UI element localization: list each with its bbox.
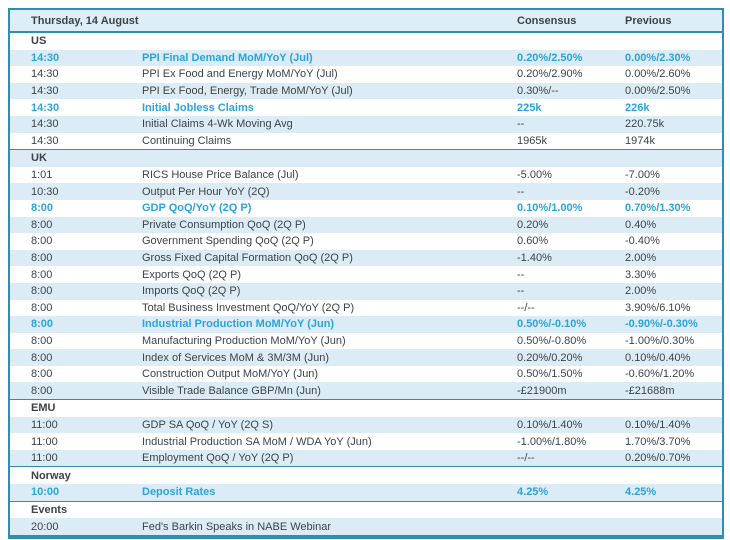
event-name: Initial Claims 4-Wk Moving Avg [142, 116, 517, 133]
previous-value [625, 518, 723, 537]
event-row [9, 250, 723, 267]
consensus-value: 0.10%/1.40% [517, 417, 625, 434]
previous-value: 1974k [625, 133, 723, 150]
event-time: 14:30 [9, 99, 142, 116]
event-time: 8:00 [9, 266, 142, 283]
previous-value: 3.90%/6.10% [625, 300, 723, 317]
previous-value: 0.40% [625, 217, 723, 234]
event-row [9, 366, 723, 383]
consensus-value: -- [517, 283, 625, 300]
previous-value: -7.00% [625, 167, 723, 184]
event-row [9, 333, 723, 350]
previous-value: -0.90%/-0.30% [625, 316, 723, 333]
section-row-emu [9, 400, 723, 417]
event-time: 11:00 [9, 433, 142, 450]
event-time: 8:00 [9, 283, 142, 300]
previous-value: 0.00%/2.30% [625, 50, 723, 67]
consensus-value: -- [517, 183, 625, 200]
consensus-value: 0.20% [517, 217, 625, 234]
event-name: Fed's Barkin Speaks in NABE Webinar [142, 518, 517, 537]
event-name: Output Per Hour YoY (2Q) [142, 183, 517, 200]
previous-column-header: Previous [625, 9, 723, 32]
economic-calendar-table [8, 8, 724, 539]
section-row-uk [9, 150, 723, 167]
event-time: 8:00 [9, 300, 142, 317]
event-name: Manufacturing Production MoM/YoY (Jun) [142, 333, 517, 350]
consensus-value: 225k [517, 99, 625, 116]
previous-value: -0.20% [625, 183, 723, 200]
previous-value: 0.10%/0.40% [625, 349, 723, 366]
section-row-us [9, 32, 723, 50]
consensus-value: 0.60% [517, 233, 625, 250]
consensus-value: -- [517, 266, 625, 283]
event-name: Private Consumption QoQ (2Q P) [142, 217, 517, 234]
event-row [9, 283, 723, 300]
event-row [9, 484, 723, 501]
consensus-value: --/-- [517, 450, 625, 467]
previous-value: 0.10%/1.40% [625, 417, 723, 434]
event-row [9, 450, 723, 467]
previous-value: 0.00%/2.50% [625, 83, 723, 100]
event-name: Government Spending QoQ (2Q P) [142, 233, 517, 250]
event-row [9, 349, 723, 366]
consensus-value: -£21900m [517, 382, 625, 399]
previous-value: 0.20%/0.70% [625, 450, 723, 467]
previous-value: -£21688m [625, 382, 723, 399]
section-row-norway [9, 467, 723, 484]
previous-value: 2.00% [625, 283, 723, 300]
previous-value: 220.75k [625, 116, 723, 133]
event-name: GDP QoQ/YoY (2Q P) [142, 200, 517, 217]
event-row [9, 183, 723, 200]
section-label: UK [9, 150, 723, 167]
previous-value: 1.70%/3.70% [625, 433, 723, 450]
event-name: Index of Services MoM & 3M/3M (Jun) [142, 349, 517, 366]
section-label: Events [9, 501, 723, 518]
event-time: 1:01 [9, 167, 142, 184]
event-time: 8:00 [9, 366, 142, 383]
consensus-value: 0.20%/2.90% [517, 66, 625, 83]
event-row [9, 50, 723, 67]
event-name: Exports QoQ (2Q P) [142, 266, 517, 283]
consensus-value: 0.50%/-0.80% [517, 333, 625, 350]
event-time: 8:00 [9, 333, 142, 350]
event-time: 14:30 [9, 50, 142, 67]
event-name: GDP SA QoQ / YoY (2Q S) [142, 417, 517, 434]
event-row [9, 83, 723, 100]
previous-value: -0.40% [625, 233, 723, 250]
event-name: Gross Fixed Capital Formation QoQ (2Q P) [142, 250, 517, 267]
event-time: 8:00 [9, 217, 142, 234]
event-row [9, 518, 723, 537]
event-time: 11:00 [9, 450, 142, 467]
event-time: 8:00 [9, 382, 142, 399]
previous-value: 226k [625, 99, 723, 116]
event-row [9, 66, 723, 83]
event-row [9, 167, 723, 184]
event-row [9, 433, 723, 450]
event-time: 14:30 [9, 116, 142, 133]
event-time: 8:00 [9, 250, 142, 267]
event-row [9, 116, 723, 133]
event-name: PPI Final Demand MoM/YoY (Jul) [142, 50, 517, 67]
event-time: 20:00 [9, 518, 142, 537]
event-time: 14:30 [9, 83, 142, 100]
consensus-value: -- [517, 116, 625, 133]
previous-value: 2.00% [625, 250, 723, 267]
consensus-value: 0.50%/1.50% [517, 366, 625, 383]
event-row [9, 133, 723, 150]
event-name: Employment QoQ / YoY (2Q P) [142, 450, 517, 467]
consensus-value: 4.25% [517, 484, 625, 501]
consensus-value: 0.50%/-0.10% [517, 316, 625, 333]
consensus-value: 1965k [517, 133, 625, 150]
event-name: Continuing Claims [142, 133, 517, 150]
consensus-value: 0.30%/-- [517, 83, 625, 100]
previous-value: -0.60%/1.20% [625, 366, 723, 383]
event-time: 11:00 [9, 417, 142, 434]
event-time: 10:00 [9, 484, 142, 501]
event-row [9, 417, 723, 434]
consensus-value: -1.40% [517, 250, 625, 267]
event-time: 14:30 [9, 133, 142, 150]
event-name: Initial Jobless Claims [142, 99, 517, 116]
consensus-value: --/-- [517, 300, 625, 317]
consensus-value: 0.20%/0.20% [517, 349, 625, 366]
event-time: 8:00 [9, 349, 142, 366]
previous-value: -1.00%/0.30% [625, 333, 723, 350]
previous-value: 0.00%/2.60% [625, 66, 723, 83]
section-row-events [9, 501, 723, 518]
consensus-value: -5.00% [517, 167, 625, 184]
event-row [9, 217, 723, 234]
event-name: Visible Trade Balance GBP/Mn (Jun) [142, 382, 517, 399]
event-name: Construction Output MoM/YoY (Jun) [142, 366, 517, 383]
event-name: PPI Ex Food and Energy MoM/YoY (Jul) [142, 66, 517, 83]
event-name: RICS House Price Balance (Jul) [142, 167, 517, 184]
event-name: Industrial Production MoM/YoY (Jun) [142, 316, 517, 333]
event-name: Industrial Production SA MoM / WDA YoY (Jun) [142, 433, 517, 450]
consensus-value: -1.00%/1.80% [517, 433, 625, 450]
event-name: Total Business Investment QoQ/YoY (2Q P) [142, 300, 517, 317]
event-row [9, 99, 723, 116]
date-header: Thursday, 14 August [9, 9, 517, 32]
event-time: 8:00 [9, 200, 142, 217]
event-row [9, 382, 723, 399]
event-name: PPI Ex Food, Energy, Trade MoM/YoY (Jul) [142, 83, 517, 100]
previous-value: 3.30% [625, 266, 723, 283]
consensus-column-header: Consensus [517, 9, 625, 32]
calendar-body [9, 32, 723, 537]
event-name: Deposit Rates [142, 484, 517, 501]
consensus-value: 0.20%/2.50% [517, 50, 625, 67]
event-row [9, 200, 723, 217]
event-time: 8:00 [9, 233, 142, 250]
section-label: Norway [9, 467, 723, 484]
event-row [9, 233, 723, 250]
event-row [9, 300, 723, 317]
event-time: 10:30 [9, 183, 142, 200]
previous-value: 4.25% [625, 484, 723, 501]
event-row [9, 316, 723, 333]
consensus-value: 0.10%/1.00% [517, 200, 625, 217]
previous-value: 0.70%/1.30% [625, 200, 723, 217]
event-name: Imports QoQ (2Q P) [142, 283, 517, 300]
consensus-value [517, 518, 625, 537]
event-row [9, 266, 723, 283]
table-header-row [9, 9, 723, 32]
event-time: 14:30 [9, 66, 142, 83]
section-label: EMU [9, 400, 723, 417]
event-time: 8:00 [9, 316, 142, 333]
section-label: US [9, 32, 723, 50]
